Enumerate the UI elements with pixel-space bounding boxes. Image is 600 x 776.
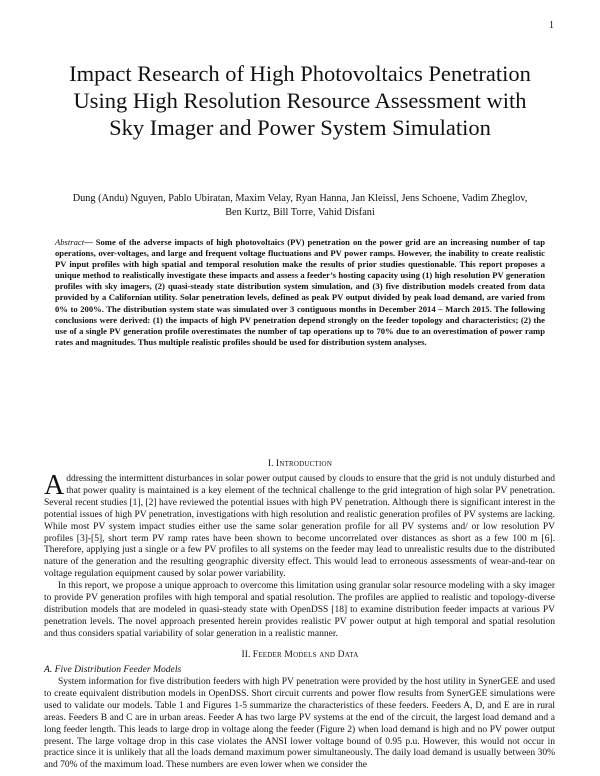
intro-paragraph-1-text: ddressing the intermittent disturbances in solar power output caused by clouds to ensure that the grid is not unduly disturbed and that power quality is maintained is a key element of the technical challenge to the grid integration of high solar PV penetration. Several recent studies [1], [2] have reviewed the potential issues with high PV penetration. Although there is significant interest in the potential issues of high PV penetration, investigations with high resolution and realistic generation profiles of PV systems are lacking. While most PV system impact studies either use the same solar generation profile for all PV systems and/ or low resolution PV profiles [3]-[5], short term PV ramp rates have been shown to become uncorrelated over distances as short as a few 100 m [6]. Therefore, applying just a single or a few PV profiles to all systems on the feeder may lead to unrealistic results due to the distributed nature of the generation and the resulting geographic diversity effect. This would lead to erroneous assessments of wear-and-tear on voltage regulation equipment caused by solar power variability. [44,474,555,580]
section-title: Feeder Models and Data [252,649,359,660]
abstract-text: Some of the adverse impacts of high photovoltaics (PV) penetration on the power grid are an increasing number of tap operations, over-voltages, and large and frequent voltage fluctuations and PV power ramps. However, the inability to create realistic PV input profiles with high spatial and temporal resolution make the results of prior studies questionable. This report proposes a unique method to realistically investigate these impacts and assess a feeder’s hosting capacity using (1) high resolution PV generation profiles with sky imagers, (2) quasi-steady state distribution system simulation, and (3) five distribution models created from data provided by a Californian utility. Solar penetration levels, defined as peak PV output divided by peak load demand, are varied from 0% to 200%. The distribution system state was simulated over 3 contiguous months in December 2014 – March 2015. The following conclusions were derived: (1) the impacts of high PV penetration depend strongly on the feeder topology and characteristics; (2) the use of a single PV generation profile overestimates the number of tap operations up to 70% due to an overestimation of power ramp rates and magnitudes. Thus multiple realistic profiles should be used for distribution system analyses. [55,237,545,347]
author-list: Dung (Andu) Nguyen, Pablo Ubiratan, Maxim Velay, Ryan Hanna, Jan Kleissl, Jens Schoene, Vadim Zheglov, Ben Kurtz, Bill Torre, Vahid Disfani [72,193,528,218]
intro-paragraph-2: In this report, we propose a unique approach to overcome this limitation using granular solar resource modeling with a sky imager to provide PV generation profiles with high temporal and spatial resolution. The profiles are applied to realistic and topology-diverse distribution models that are modeled in quasi-steady state with OpenDSS [18] to examine distribution feeder impacts at various PV penetration levels. The novel approach presented herein provides realistic PV power output at high temporal and spatial resolution and thus considers spatial variability of solar generation in a realistic manner. [44,581,555,639]
section-numeral: II. [241,649,251,660]
intro-paragraph-1 [44,470,555,581]
subsection-heading: A. Five Distribution Feeder Models [44,664,182,675]
abstract [55,237,545,348]
section-title: Introduction [275,458,333,469]
abstract-dash: — [84,237,96,247]
abstract-label: Abstract [55,237,85,247]
paper-title: Impact Research of High Photovoltaics Penetration Using High Resolution Resource Assessment with Sky Imager and Power System Simulation [69,61,531,140]
page-number: 1 [549,20,554,31]
feeder-paragraph-1: System information for five distribution feeders with high PV penetration were provided by the host utility in SynerGEE and used to create equivalent distribution models in OpenDSS. Short circuit currents and power flow results from SynerGEE simulations were used to validate our models. Table 1 and Figures 1-5 summarize the characteristics of these feeders. Feeders A, D, and E are in rural areas. Feeders B and C are in urban areas. Feeder A has two large PV systems at the end of the circuit, the largest load demand and a long feeder length. This leads to large drop in voltage along the feeder (Figure 2) when load demand is high and no PV power output present. The large voltage drop in this case violates the ANSI lower voltage bound of 0.95 p.u. However, this would not occur in practice since it is unlikely that all the loads demand maximum power simultaneously. The daily load demand is usually between 30% and 70% of the maximum load. These numbers are even lower when we consider the [44,677,555,771]
section-numeral: I. [267,458,274,469]
section-heading-feeder-models [55,649,545,661]
section-heading-introduction [55,458,545,470]
drop-cap: A [44,470,65,501]
